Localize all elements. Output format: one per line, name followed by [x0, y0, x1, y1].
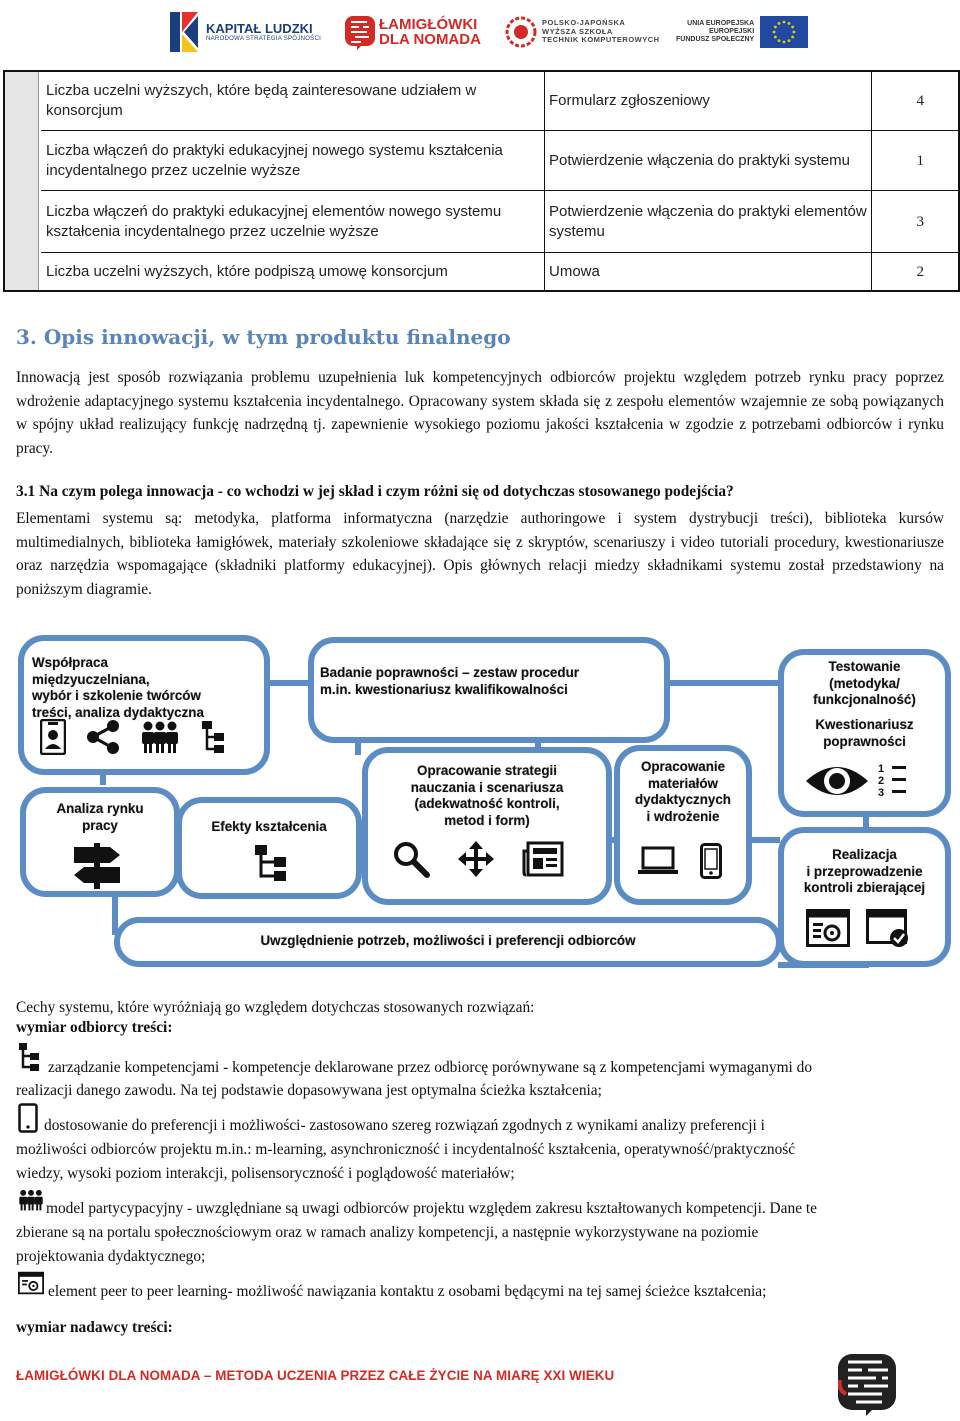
box-needs-title	[120, 933, 776, 950]
badge-person-icon	[40, 719, 66, 755]
feature-peer-learning: element peer to peer learning- możliwość nawiązania kontaktu z osobami będącymi na tej samej ścieżce kształcenia;	[48, 1283, 767, 1300]
box-title-line: materiałów	[648, 775, 718, 791]
share-icon	[86, 720, 120, 754]
indicators-table	[3, 70, 960, 292]
feature-participatory-line1: model partycypacyjny - uwzględniane są uwagi odbiorców projektu względem zakresu kształtowanych kompetencji. Dane te	[46, 1200, 817, 1217]
header-logos	[0, 4, 960, 60]
signpost-icon	[70, 841, 126, 891]
box-needs	[114, 917, 782, 967]
box-materials-icons	[638, 843, 722, 879]
indicator-cell: Liczba włączeń do praktyki edukacyjnej nowego systemu kształcenia incydentalnego przez uczelnie wyższe	[41, 131, 545, 190]
subsection-heading: 3.1 Na czym polega innowacja - co wchodzi w jej skład i czym różni się od dotychczas stosowanego podejścia?	[16, 483, 734, 500]
section-heading: 3. Opis innowacji, w tym produktu finalnego	[16, 325, 511, 349]
source-cell: Umowa	[545, 253, 872, 290]
box-title-line: (adekwatność kontroli,	[414, 796, 560, 811]
box-materials-title	[620, 759, 746, 825]
move-arrows-icon	[456, 839, 496, 879]
box-materials	[614, 745, 752, 905]
box-market-icons	[70, 841, 126, 891]
group-people-icon	[18, 1187, 44, 1213]
browser-settings-icon	[18, 1270, 44, 1296]
box-testing-icons	[804, 759, 906, 803]
indicator-cell: Liczba włączeń do praktyki edukacyjnej elementów nowego systemu kształcenia incydentalnego przez uczelnie wyższe	[41, 191, 545, 252]
box-title-line: kontroli zbierającej	[803, 880, 926, 895]
box-title-line: nauczania i scenariusza	[410, 779, 564, 795]
group-sender-heading: wymiar nadawcy treści:	[16, 1319, 173, 1336]
eu-logo	[676, 4, 808, 60]
box-title-line: wybór i szkolenie twórców	[32, 688, 201, 703]
eu-line-1: UNIA EUROPEJSKA	[687, 20, 755, 27]
group-people-icon	[140, 720, 180, 754]
value-cell: 3	[916, 213, 924, 230]
box-correctness-title	[320, 665, 658, 698]
maze-head-logo-icon	[838, 1350, 900, 1418]
feature-preferences-line2: możliwości odbiorców projektu m.in.: m-learning, asynchroniczność i incydentalność kształcenia, operatywność/praktyczność	[16, 1141, 796, 1158]
elements-paragraph: Elementami systemu są: metodyka, platforma informatyczna (narzędzie authoringowe i system dystrybucji treści), biblioteka kursów multimedialnych, biblioteka łamigłówek, materiały szkoleniowe składające się z skryptów, scenariuszy i video tutoriali procedury, kwestionariusze oraz narzędzia wspomagające (składniki platformy edukacyjnej). Opis głównych relacji miedzy składnikami systemu został przedstawiony na poniższym diagramie.	[16, 510, 944, 598]
pjwstk-line-3: TECHNIK KOMPUTEROWYCH	[542, 35, 660, 45]
indicator-cell: Liczba uczelni wyższych, które podpiszą umowę konsorcjum	[41, 253, 545, 290]
box-teaching-strategy	[362, 747, 612, 905]
feature-competence-line2: realizacji danego zawodu. Na tej podstawie dopasowywana jest optymalna ścieżka kształcenia;	[16, 1082, 602, 1099]
kapital-ludzki-logo	[170, 4, 321, 60]
box-title-line: Uwzględnienie potrzeb, możliwości i preferencji odbiorców	[260, 933, 636, 948]
list-number: 3	[878, 787, 885, 799]
box-title-line: dydaktycznych	[634, 792, 731, 807]
box-correctness-study	[308, 637, 670, 743]
box-title-line: i przeprowadzenie	[806, 863, 923, 879]
box-title-line: Testowanie	[828, 659, 901, 674]
box-questionnaire-title	[784, 717, 945, 750]
maze-head-icon	[345, 14, 375, 50]
feature-preferences-line1: dostosowanie do preferencji i możliwości- zastosowano szereg rozwiązań zgodnych z wynikami analizy preferencji i	[44, 1117, 765, 1134]
eu-line-2: EUROPEJSKI	[709, 28, 755, 35]
eu-line-3: FUNDUSZ SPOŁECZNY	[676, 36, 755, 43]
value-cell: 2	[916, 263, 924, 280]
indicator-cell: Liczba uczelni wyższych, które będą zainteresowane udziałem w konsorcjum	[41, 72, 545, 130]
kapital-ludzki-title: KAPITAŁ LUDZKI	[206, 21, 313, 36]
feature-competence-line1: zarządzanie kompetencjami - kompetencje deklarowane przez odbiorcę porównywane są z kompetencjami wymaganymi do	[48, 1059, 813, 1076]
lamiglowki-title-2: DLA NOMADA	[379, 31, 481, 48]
box-title-line: Opracowanie strategii	[417, 763, 557, 778]
network-tree-icon	[254, 843, 290, 883]
lamiglowki-title-1: ŁAMIGŁÓWKI	[379, 16, 478, 33]
box-strategy-title	[368, 763, 606, 829]
feature-participatory-line2: zbierane są na portalu społecznościowym oraz w ramach analizy kompetencji, a następnie wykorzystywane na poziomie	[16, 1224, 759, 1241]
table-row	[41, 131, 958, 191]
numbered-list-icon	[878, 763, 884, 799]
lamiglowki-logo	[345, 4, 481, 60]
box-title-line: (metodyka/	[829, 675, 900, 691]
box-outcomes-title	[182, 819, 356, 836]
box-title-line: Opracowanie	[640, 759, 726, 774]
feature-preferences-line3: wiedzy, wysoki poziom interakcji, polisensoryczność i poglądowość materiałów;	[16, 1165, 515, 1182]
box-testing	[778, 649, 951, 817]
box-title-line: funkcjonalność)	[813, 692, 916, 707]
magnifier-icon	[392, 840, 430, 878]
features-intro: Cechy systemu, które wyróżniają go względem dotychczas stosowanych rozwiązań:	[16, 999, 535, 1016]
system-diagram	[18, 635, 951, 975]
box-realization-icons	[806, 909, 910, 947]
source-cell: Potwierdzenie włączenia do praktyki systemu	[545, 131, 872, 190]
pjwstk-line-1: POLSKO-JAPOŃSKA	[542, 18, 626, 28]
box-outcomes-icons	[254, 843, 290, 883]
eu-flag-icon	[760, 16, 808, 48]
box-realization-title	[784, 847, 945, 897]
smartphone-icon	[700, 843, 722, 879]
kapital-ludzki-emblem-icon	[170, 8, 200, 56]
eye-icon	[804, 759, 870, 803]
laptop-icon	[638, 846, 678, 876]
box-market-title	[26, 801, 174, 834]
box-collaboration	[18, 635, 270, 775]
newspaper-icon	[522, 841, 564, 877]
box-title-line: Kwestionariusz	[815, 717, 914, 732]
box-learning-outcomes	[176, 797, 362, 899]
browser-check-icon	[866, 909, 910, 947]
pjwstk-line-2: WYŻSZA SZKOŁA	[542, 26, 613, 36]
hierarchy-icon	[200, 720, 226, 754]
list-number: 1	[878, 763, 885, 775]
list-lines-icon	[892, 763, 906, 799]
box-title-line: pracy	[82, 817, 118, 833]
box-title-line: poprawności	[823, 733, 906, 749]
box-collaboration-title	[32, 655, 222, 721]
source-cell: Potwierdzenie włączenia do praktyki elementów systemu	[545, 191, 872, 252]
table-row	[41, 72, 958, 131]
table-row	[41, 253, 958, 290]
box-title-line: metod i form)	[444, 812, 530, 828]
box-collaboration-icons	[40, 719, 226, 755]
browser-settings-icon	[806, 909, 850, 947]
table-row	[41, 191, 958, 253]
table-side-column	[5, 72, 39, 290]
hierarchy-icon	[18, 1042, 40, 1072]
box-testing-title	[784, 659, 945, 709]
smartphone-icon	[18, 1103, 38, 1133]
box-title-line: Współpraca międzyuczelniana,	[32, 655, 150, 687]
box-title-line: Badanie poprawności – zestaw procedur	[320, 665, 579, 680]
box-market-analysis	[20, 787, 180, 897]
feature-participatory-line3: projektowania dydaktycznego;	[16, 1248, 206, 1265]
box-title-line: Efekty kształcenia	[211, 819, 327, 834]
value-cell: 4	[916, 93, 924, 109]
box-title-line: Analiza rynku	[56, 801, 144, 816]
pjwstk-logo	[505, 4, 660, 60]
box-title-line: Realizacja	[832, 847, 897, 862]
pjwstk-emblem-icon	[505, 16, 537, 48]
kapital-ludzki-subtitle: NARODOWA STRATEGIA SPÓJNOŚCI	[206, 36, 322, 42]
box-realization	[778, 827, 951, 967]
intro-paragraph: Innowacją jest sposób rozwiązania problemu uzupełnienia luk kompetencyjnych odbiorców projektu względem potrzeb rynku pracy poprzez wdrożenie adaptacyjnego systemu kształcenia incydentalnego. Opracowany system składa się z zespołu elementów wzajemnie ze sobą powiązanych w spójny układ realizujący funkcję nadrzędną tj. zapewnienie wysokiego poziomu jakości kształcenia w zgodzie z potrzebami odbiorców i rynku pracy.	[16, 369, 944, 457]
value-cell: 1	[916, 152, 924, 169]
box-title-line: i wdrożenie	[646, 808, 720, 824]
box-title-line: treści, analiza dydaktyczna	[32, 704, 204, 720]
box-title-line: m.in. kwestionariusz kwalifikowalności	[320, 681, 568, 697]
box-strategy-icons	[392, 839, 564, 879]
footer-title: ŁAMIGŁÓWKI DLA NOMADA – METODA UCZENIA PRZEZ CAŁE ŻYCIE NA MIARĘ XXI WIEKU	[16, 1368, 615, 1383]
group-recipient-heading: wymiar odbiorcy treści:	[16, 1019, 173, 1036]
source-cell: Formularz zgłoszeniowy	[545, 72, 872, 130]
list-number: 2	[878, 775, 885, 787]
